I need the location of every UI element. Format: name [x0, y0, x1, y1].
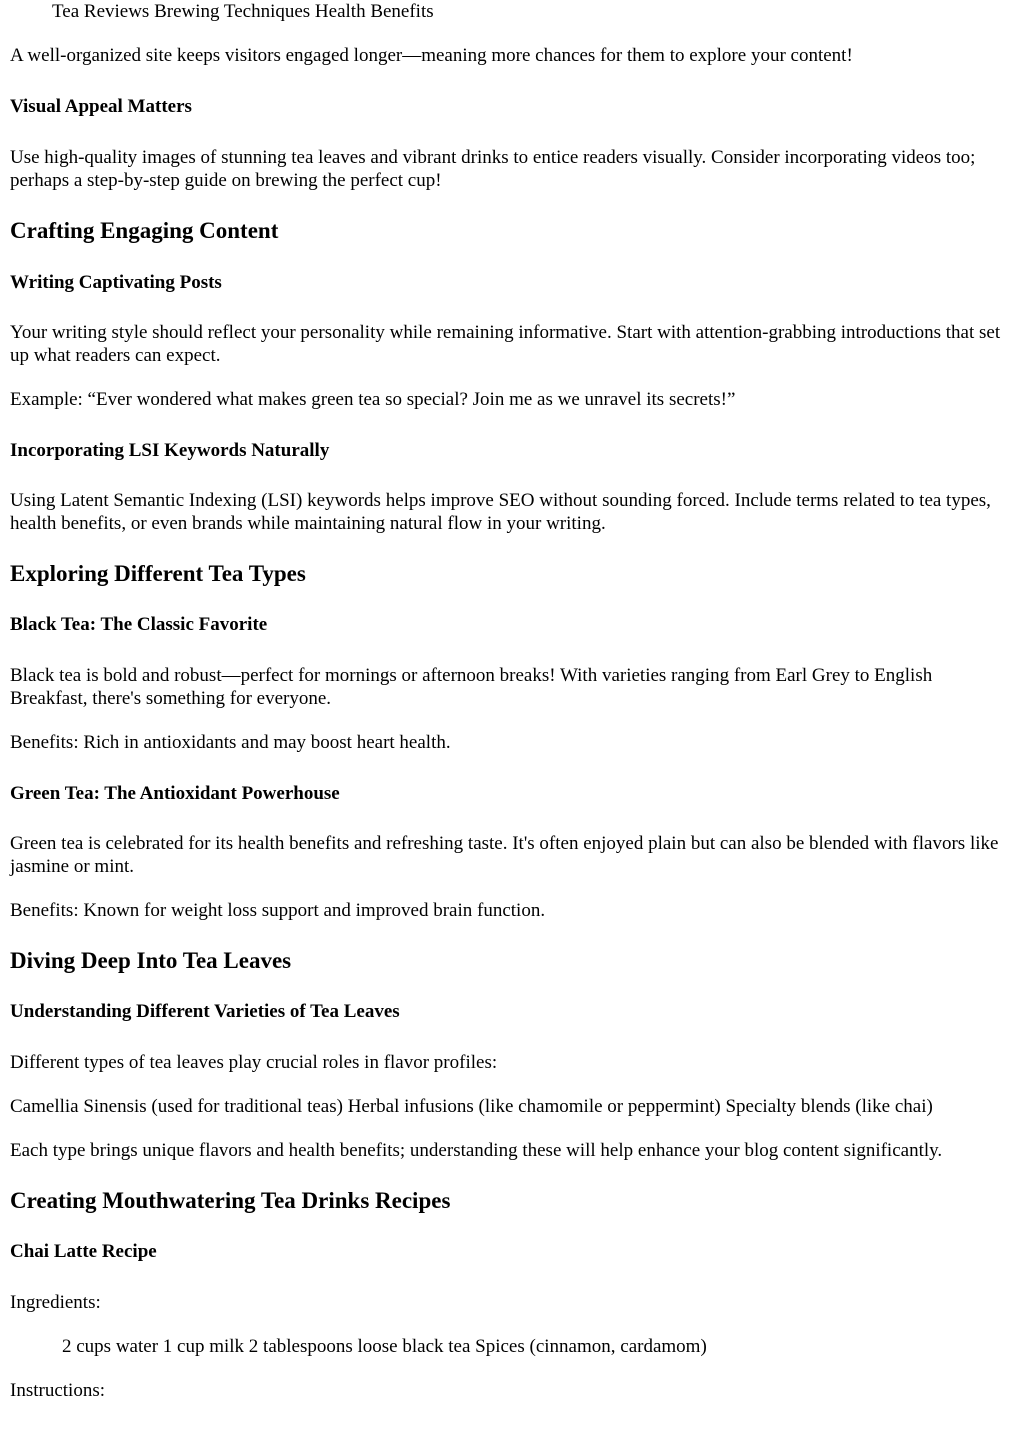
writing-paragraph: Your writing style should reflect your personality while remaining informative. Start with attention-grabbing introductions that set up what readers can expect. — [10, 322, 1001, 366]
black-tea-heading: Black Tea: The Classic Favorite — [10, 614, 268, 635]
recipes-heading: Creating Mouthwatering Tea Drinks Recipes — [10, 1188, 451, 1213]
article-body — [0, 44, 1024, 1402]
visual-appeal-paragraph: Use high-quality images of stunning tea leaves and vibrant drinks to entice readers visually. Consider incorporating videos too; perhaps a step-by-step guide on brewing the perfect cup! — [10, 147, 976, 191]
lsi-heading: Incorporating LSI Keywords Naturally — [10, 440, 330, 461]
green-tea-heading: Green Tea: The Antioxidant Powerhouse — [10, 783, 340, 804]
green-tea-paragraph: Green tea is celebrated for its health benefits and refreshing taste. It's often enjoyed plain but can also be blended with flavors like jasmine or mint. — [10, 833, 999, 877]
crafting-heading: Crafting Engaging Content — [10, 218, 279, 243]
visual-appeal-heading: Visual Appeal Matters — [10, 96, 192, 117]
varieties-paragraph: Different types of tea leaves play crucial roles in flavor profiles: — [10, 1052, 498, 1073]
intro-paragraph: A well-organized site keeps visitors engaged longer—meaning more chances for them to explore your content! — [10, 45, 853, 66]
writing-example: Example: “Ever wondered what makes green tea so special? Join me as we unravel its secrets!” — [10, 389, 736, 410]
ingredients-list: 2 cups water 1 cup milk 2 tablespoons loose black tea Spices (cinnamon, cardamom) — [62, 1336, 707, 1357]
black-tea-paragraph: Black tea is bold and robust—perfect for mornings or afternoon breaks! With varieties ranging from Earl Grey to English Breakfast, there's something for everyone. — [10, 665, 933, 709]
writing-heading: Writing Captivating Posts — [10, 272, 222, 293]
varieties-closing: Each type brings unique flavors and health benefits; understanding these will help enhance your blog content significantly. — [10, 1140, 943, 1161]
nav-links[interactable]: Tea Reviews Brewing Techniques Health Benefits — [52, 1, 434, 22]
chai-heading: Chai Latte Recipe — [10, 1241, 157, 1262]
varieties-heading: Understanding Different Varieties of Tea Leaves — [10, 1001, 400, 1022]
tea-types-heading: Exploring Different Tea Types — [10, 561, 306, 586]
instructions-label: Instructions: — [10, 1380, 105, 1401]
varieties-list: Camellia Sinensis (used for traditional teas) Herbal infusions (like chamomile or peppermint) Specialty blends (like chai) — [10, 1096, 933, 1117]
ingredients-label: Ingredients: — [10, 1292, 101, 1313]
black-tea-benefits: Benefits: Rich in antioxidants and may boost heart health. — [10, 732, 451, 753]
green-tea-benefits: Benefits: Known for weight loss support and improved brain function. — [10, 900, 546, 921]
leaves-heading: Diving Deep Into Tea Leaves — [10, 948, 292, 973]
lsi-paragraph: Using Latent Semantic Indexing (LSI) keywords helps improve SEO without sounding forced. Include terms related to tea types, health benefits, or even brands while maintaining natural flow in your writing. — [10, 490, 991, 534]
